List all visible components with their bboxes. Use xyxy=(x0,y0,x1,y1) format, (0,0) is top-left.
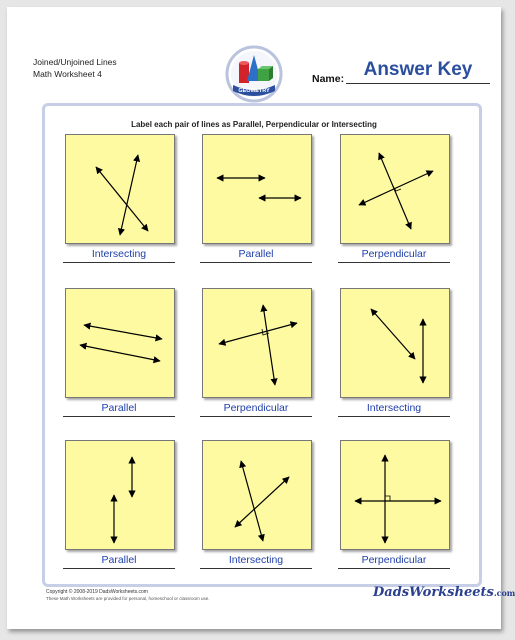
brand-logo[interactable] xyxy=(373,585,515,600)
problem-panel-4 xyxy=(65,288,175,398)
answer-line-6[interactable] xyxy=(338,416,450,417)
answer-5: Perpendicular xyxy=(223,402,289,414)
answer-1: Intersecting xyxy=(91,248,147,260)
worksheet-subtitle: Math Worksheet 4 xyxy=(33,69,102,79)
problem-panel-3 xyxy=(340,134,450,244)
lines-figure-1 xyxy=(66,135,174,243)
answer-4: Parallel xyxy=(101,402,137,414)
lines-figure-9 xyxy=(341,441,449,549)
answer-7: Parallel xyxy=(101,554,137,566)
lines-figure-4 xyxy=(66,289,174,397)
answer-line-3[interactable] xyxy=(338,262,450,263)
lines-figure-7 xyxy=(66,441,174,549)
answer-line-8[interactable] xyxy=(200,568,312,569)
instruction-text: Label each pair of lines as Parallel, Perpendicular or Intersecting xyxy=(131,120,377,129)
answer-line-5[interactable] xyxy=(200,416,312,417)
worksheet-page xyxy=(7,7,515,629)
lines-figure-8 xyxy=(203,441,311,549)
problem-panel-6 xyxy=(340,288,450,398)
lines-figure-3 xyxy=(341,135,449,243)
answer-6: Intersecting xyxy=(366,402,422,414)
problem-panel-5 xyxy=(202,288,312,398)
answer-9: Perpendicular xyxy=(361,554,427,566)
answer-8: Intersecting xyxy=(228,554,284,566)
answer-key-title: Answer Key xyxy=(363,59,473,80)
answer-line-2[interactable] xyxy=(200,262,312,263)
logo-text: GEOMETRY xyxy=(238,88,270,94)
answer-line-4[interactable] xyxy=(63,416,175,417)
brand-suffix: .com xyxy=(493,588,515,598)
footer-copyright: Copyright © 2008-2019 DadsWorksheets.com xyxy=(46,589,148,595)
answer-line-7[interactable] xyxy=(63,568,175,569)
problem-panel-9 xyxy=(340,440,450,550)
lines-figure-2 xyxy=(203,135,311,243)
geometry-logo xyxy=(225,45,283,103)
lines-figure-6 xyxy=(341,289,449,397)
name-label: Name: xyxy=(312,73,345,85)
lines-figure-5 xyxy=(203,289,311,397)
name-field-line[interactable] xyxy=(346,83,490,84)
problem-panel-2 xyxy=(202,134,312,244)
problem-panel-1 xyxy=(65,134,175,244)
brand-main: DadsWorksheets xyxy=(373,585,494,600)
footer-note: These Math Worksheets are provided for personal, homeschool or classroom use. xyxy=(46,596,210,601)
problem-panel-8 xyxy=(202,440,312,550)
answer-2: Parallel xyxy=(238,248,274,260)
problem-panel-7 xyxy=(65,440,175,550)
worksheet-title: Joined/Unjoined Lines xyxy=(33,57,117,67)
answer-line-1[interactable] xyxy=(63,262,175,263)
answer-3: Perpendicular xyxy=(361,248,427,260)
answer-line-9[interactable] xyxy=(338,568,450,569)
